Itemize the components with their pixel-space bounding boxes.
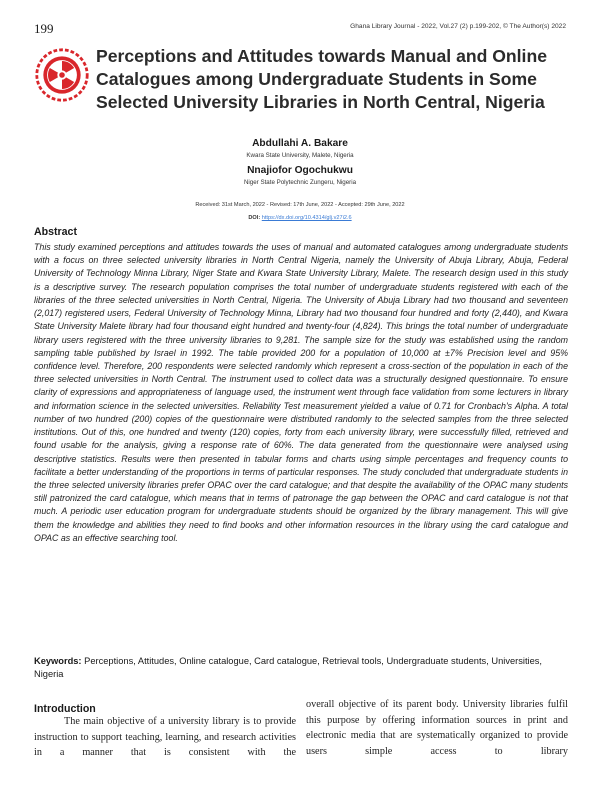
keywords-label: Keywords: [34, 656, 82, 666]
keywords [34, 655, 568, 682]
doi-link[interactable]: https://dx.doi.org/10.4314/glj.v27i2.6 [261, 215, 352, 221]
journal-seal-icon [34, 47, 90, 103]
introduction-left-column: The main objective of a university library is to provide instruction to support teaching, learning, and research activities in a manner that is consistent with the [34, 716, 296, 759]
keywords-text: Perceptions, Attitudes, Online catalogue, Card catalogue, Retrieval tools, Undergraduate students, Universities, Nigeria [34, 656, 542, 680]
abstract-body: This study examined perceptions and attitudes towards the uses of manual and automated catalogues among undergraduate students with a focus on three selected university libraries in North Central Nigeria, namely the University of Abuja Library, Abuja, Federal University of Technology Minna Library, Niger State and Kwara State University Library, Malete. The research design used in this study is a descriptive survey. The research population comprises the total number of undergraduate students registered with each of the libraries of the three selected universities in North Central, Nigeria. The University of Abuja Library had two thousand and seventeen (2,017) registered users, Federal University of Technology Minna, Library had two thousand four hundred and forty (2,440), and Kwara State University Malete library had four thousand eight hundred and twenty-four (4,824). This brings the total number of undergraduate library users registered with the three university libraries to 9,281. The sample size for the study was established using the random sampling table published by Israel in 1992. The table provided 200 for a population of 10,000 at ±7% Precision level and 95% confidence level. Therefore, 200 respondents were selected randomly which represent a cross-section of the population in each of the three selected universities in North Central. The instrument used to collect data was a structurally designed questionnaire. To ensure clarity of expressions and appropriateness of language used, the instrument went through face validation from some lecturers in library and information science in the selected universities. Reliability Test measurement yielded a value of 0.71 for Cronbach's Alpha. A total number of two hundred (200) copies of the questionnaire were distributed randomly to the selected samples from the three selected institutions. Out of this, one hundred and twenty (120) copies, forty from each university library, were successfully filled, retrieved and found usable for the analysis, giving a response rate of 60%. The data generated from the questionnaire were analysed using descriptive statistics. Results were then presented in tabular forms and charts using simple percentages and frequency counts to facilitate a better understanding of the proportions in terms of particular responses. The study concluded that undergraduate students in the three selected university libraries prefer OPAC over the card catalogue; and that despite the availability of the OPAC many students still patronized the card catalogue, which means that in terms of patronage the gap between the OPAC and card catalogue is not that much. A periodic user education program for undergraduate students should be organized by the library management. This will give them the knowledge and abilities they need to find books and other information resources in the library using the card catalogue and OPAC as an effective searching tool. [34, 242, 568, 543]
page-number: 199 [34, 21, 54, 36]
author-affiliation: Kwara State University, Malete, Nigeria [246, 152, 354, 159]
paper-title: Perceptions and Attitudes towards Manual and Online Catalogues among Undergraduate Students in Some Selected University Libraries in North Central, Nigeria [96, 46, 547, 112]
introduction-heading: Introduction [34, 703, 96, 715]
author-name: Nnajiofor Ogochukwu [247, 165, 353, 176]
introduction-right-column: overall objective of its parent body. University libraries fulfil this purpose by offering information sources in print and electronic media that are systematically organized to provide users simple access to library [306, 699, 568, 757]
article-dates: Received: 31st March, 2022 - Revised: 17th June, 2022 - Accepted: 29th June, 2022 [195, 202, 405, 208]
abstract-heading: Abstract [34, 226, 77, 238]
journal-header: Ghana Library Journal - 2022, Vol.27 (2) p.199-202, © The Author(s) 2022 [350, 23, 566, 30]
doi-label: DOI: [248, 215, 261, 221]
author-name: Abdullahi A. Bakare [252, 138, 348, 149]
author-affiliation: Niger State Polytechnic Zungeru, Nigeria [243, 179, 357, 186]
doi-line [0, 215, 600, 221]
